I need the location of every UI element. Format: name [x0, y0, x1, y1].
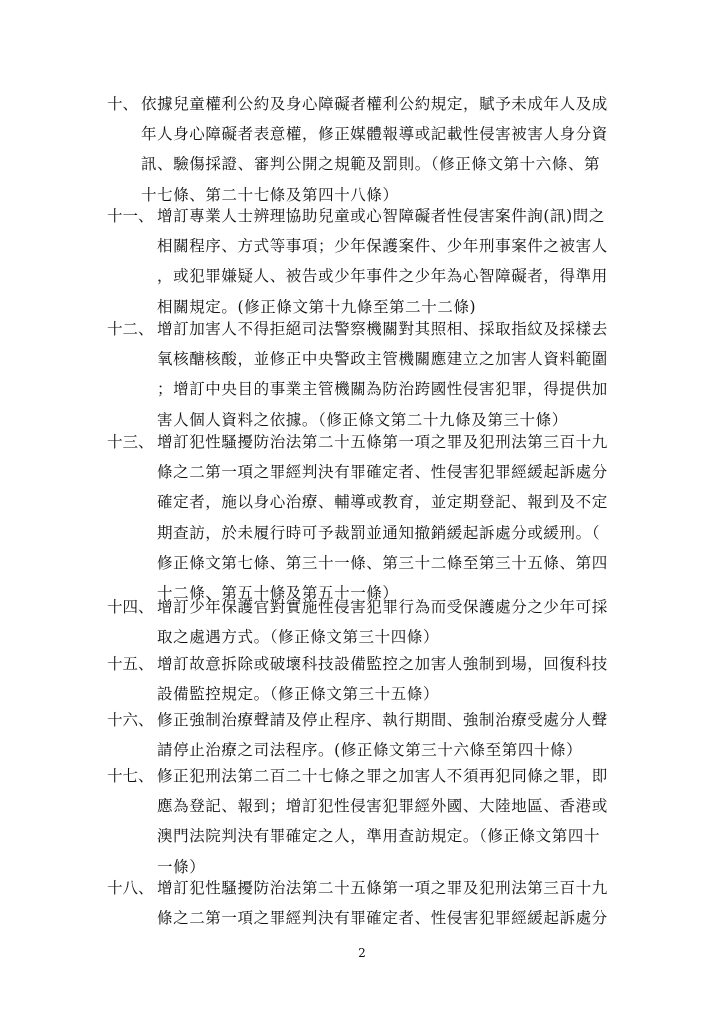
- item-text-line: 增訂犯性騷擾防治法第二十五條第一項之罪及犯刑法第三百十九: [157, 433, 608, 451]
- list-item-11: [107, 201, 647, 322]
- list-item-16: [107, 705, 647, 765]
- item-text-line: 增訂犯性騷擾防治法第二十五條第一項之罪及犯刑法第三百十九: [157, 879, 608, 897]
- list-item-12: [107, 314, 647, 435]
- item-text-line: 害人個人資料之依據。（修正條文第二十九條及第三十條）: [157, 410, 568, 429]
- list-item-18: [107, 873, 647, 933]
- item-text-line: 一條）: [157, 857, 206, 876]
- item-text-line: 年人身心障礙者表意權，修正媒體報導或記載性侵害被害人身分資: [141, 125, 608, 144]
- item-text-line: 增訂少年保護官對實施性侵害犯罪行為而受保護處分之少年可採: [157, 598, 608, 616]
- item-text-line: 十二條、第五十條及第五十一條）: [157, 584, 399, 603]
- item-text-line: 訊、驗傷採證、審判公開之規範及罰則。（修正條文第十六條、第: [141, 155, 601, 174]
- item-text-line: 增訂加害人不得拒絕司法警察機關對其照相、採取指紋及採樣去: [157, 320, 608, 338]
- item-text-line: 增訂故意拆除或破壞科技設備監控之加害人強制到場，回復科技: [157, 655, 608, 673]
- item-text-line: ，或犯罪嫌疑人、被告或少年事件之少年為心智障礙者，得準用: [157, 267, 608, 286]
- item-number: 十五、: [107, 655, 154, 673]
- item-text-line: 條之二第一項之罪經判決有罪確定者、性侵害犯罪經緩起訴處分: [157, 909, 608, 928]
- item-text-line: 相關規定。(修正條文第十九條至第二十二條): [157, 297, 477, 316]
- item-text-line: 取之處遇方式。（修正條文第三十四條）: [157, 628, 440, 647]
- item-number: 十六、: [107, 711, 154, 729]
- item-number: 十二、: [107, 320, 154, 338]
- item-text-line: 應為登記、報到；增訂犯性侵害犯罪經外國、大陸地區、香港或: [157, 797, 608, 816]
- item-text-line: 設備監控規定。（修正條文第三十五條）: [157, 685, 440, 704]
- list-item-13: [107, 427, 647, 608]
- item-number: 十四、: [107, 598, 154, 616]
- item-text-line: 期查訪，於未履行時可予裁罰並通知撤銷緩起訴處分或緩刑。（: [157, 523, 601, 542]
- item-number: 十、: [107, 95, 139, 113]
- item-text-line: 請停止治療之司法程序。(修正條文第三十六條至第四十條）: [157, 741, 583, 760]
- list-item-15: [107, 649, 647, 709]
- list-item-10: [107, 89, 647, 210]
- item-text-line: 依據兒童權利公約及身心障礙者權利公約規定，賦予未成年人及成: [141, 95, 608, 113]
- item-text-line: 修正條文第七條、第三十一條、第三十二條至第三十五條、第四: [157, 553, 608, 572]
- page-number: 2: [358, 946, 366, 960]
- item-text-line: 氧核醣核酸，並修正中央警政主管機關應建立之加害人資料範圍: [157, 350, 608, 369]
- item-text-line: 修正強制治療聲請及停止程序、執行期間、強制治療受處分人聲: [157, 711, 608, 729]
- item-number: 十一、: [107, 207, 154, 225]
- item-number: 十八、: [107, 879, 154, 897]
- item-number: 十三、: [107, 433, 154, 451]
- item-text-line: 十七條、第二十七條及第四十八條）: [141, 185, 399, 204]
- item-number: 十七、: [107, 767, 154, 785]
- item-text-line: ；增訂中央目的事業主管機關為防治跨國性侵害犯罪，得提供加: [157, 380, 608, 399]
- list-item-17: [107, 761, 647, 882]
- list-item-14: [107, 592, 647, 652]
- item-text-line: 修正犯刑法第二百二十七條之罪之加害人不須再犯同條之罪，即: [157, 767, 608, 785]
- item-text-line: 增訂專業人士辨理協助兒童或心智障礙者性侵害案件詢(訊)問之: [157, 207, 605, 225]
- item-text-line: 相關程序、方式等事項；少年保護案件、少年刑事案件之被害人: [157, 237, 608, 256]
- item-text-line: 澳門法院判決有罪確定之人，準用查訪規定。（修正條文第四十: [157, 827, 601, 846]
- item-text-line: 條之二第一項之罪經判決有罪確定者、性侵害犯罪經緩起訴處分: [157, 463, 608, 482]
- item-text-line: 確定者，施以身心治療、輔導或教育，並定期登記、報到及不定: [157, 493, 608, 512]
